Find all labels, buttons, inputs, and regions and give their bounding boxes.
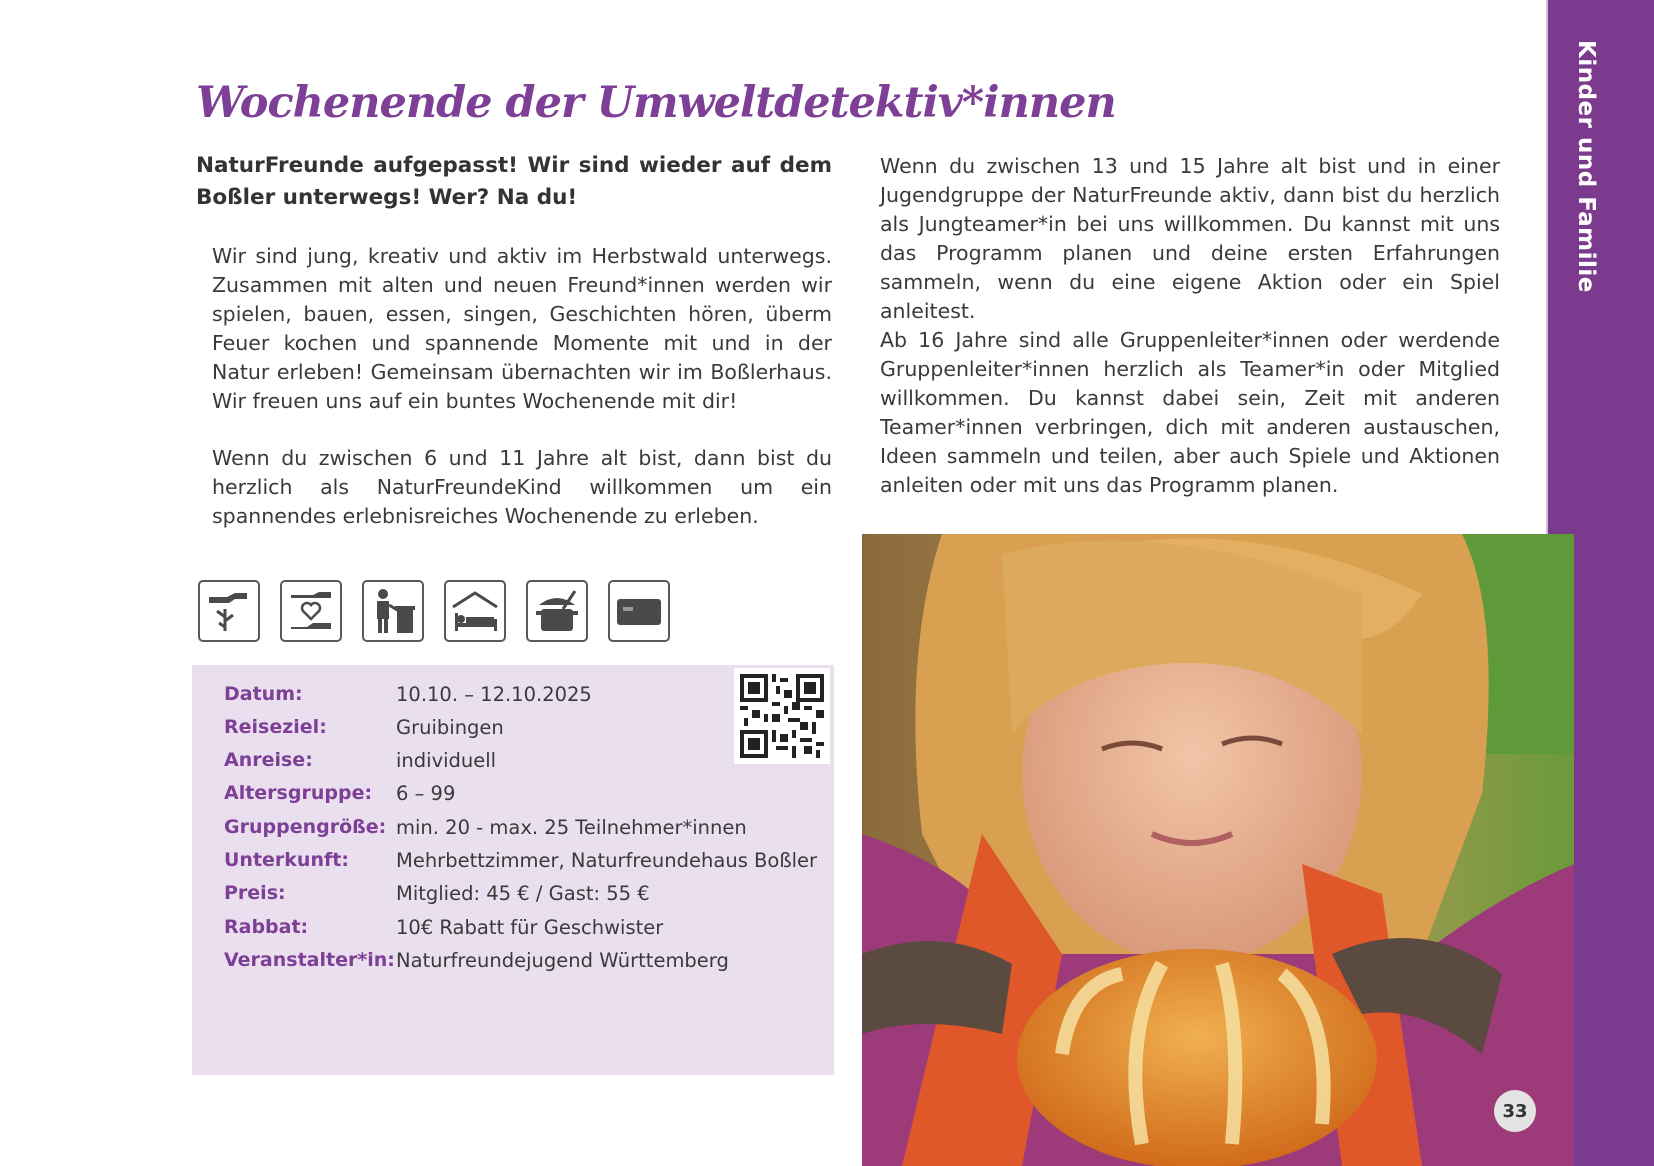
detail-value: 10€ Rabatt für Geschwister (396, 915, 664, 939)
detail-value: min. 20 - max. 25 Teilnehmer*innen (396, 815, 747, 839)
detail-row-unterkunft (224, 845, 817, 875)
qr-code[interactable] (734, 668, 830, 764)
detail-value: 6 – 99 (396, 781, 456, 805)
cooking-pot-icon (526, 580, 588, 642)
detail-value: 10.10. – 12.10.2025 (396, 682, 592, 706)
detail-label: Preis: (224, 882, 286, 904)
detail-row-gruppengroesse (224, 812, 747, 842)
detail-label: Veranstalter*in: (224, 949, 395, 971)
right-paragraph-1: Wenn du zwischen 13 und 15 Jahre alt bist und in einer Jugendgruppe der NaturFreunde aktiv, dann bist du herzlich als Jungteamer*in bei uns willkommen. Du kannst mit uns das Programm planen und deine ersten Erfahrungen sammeln, wenn du eine eigene Aktion oder ein Spiel anleitest. (880, 154, 1500, 323)
detail-row-datum (224, 679, 592, 709)
detail-label: Altersgruppe: (224, 782, 373, 804)
left-paragraph-1: Wir sind jung, kreativ und aktiv im Herbstwald unterwegs. Zusammen mit alten und neuen Freund*innen werden wir spielen, bauen, essen, singen, Geschichten hören, überm Feuer kochen und spannende Momente mit und in der Natur erleben! Gemeinsam übernachten wir im Boßlerhaus. Wir freuen uns auf ein buntes Wochenende mit dir! (212, 244, 832, 413)
hand-heart-icon (280, 580, 342, 642)
detail-value: Mitglied: 45 € / Gast: 55 € (396, 881, 650, 905)
detail-label: Rabbat: (224, 916, 309, 938)
activity-icons (198, 580, 670, 642)
detail-value: Gruibingen (396, 715, 504, 739)
detail-row-anreise (224, 745, 496, 775)
detail-row-rabatt (224, 912, 663, 942)
detail-label: Gruppengröße: (224, 816, 387, 838)
left-paragraph-2: Wenn du zwischen 6 und 11 Jahre alt bist, dann bist du herzlich als NaturFreundeKind willkommen um ein spannendes erlebnisreiches Wochenende zu erleben. (212, 446, 832, 528)
hand-plant-icon (198, 580, 260, 642)
detail-label: Anreise: (224, 749, 313, 771)
detail-label: Reiseziel: (224, 716, 327, 738)
detail-value: Mehrbettzimmer, Naturfreundehaus Boßler (396, 848, 818, 872)
detail-row-veranstalter (224, 945, 729, 975)
detail-label: Unterkunft: (224, 849, 349, 871)
child-with-pumpkin-photo (862, 534, 1574, 1166)
right-paragraph-2: Ab 16 Jahre sind alle Gruppenleiter*innen oder werdende Gruppenleiter*innen herzlich als Teamer*in oder Mitglied willkommen. Du kannst dabei sein, Zeit mit anderen Teamer*innen verbringen, dich mit anderen austauschen, Ideen sammeln und teilen, aber auch Spiele und Aktionen anleiten oder mit uns das Programm planen. (880, 328, 1500, 497)
card-icon (608, 580, 670, 642)
section-label: Kinder und Familie (1573, 40, 1599, 293)
detail-label: Datum: (224, 683, 303, 705)
house-bed-icon (444, 580, 506, 642)
detail-row-altersgruppe (224, 778, 455, 808)
page-title: Wochenende der Umweltdetektiv*innen (196, 78, 1116, 128)
person-recycling-icon (362, 580, 424, 642)
page-number: 33 (1494, 1090, 1536, 1132)
detail-row-reiseziel (224, 712, 504, 742)
detail-value: Naturfreundejugend Württemberg (396, 948, 729, 972)
detail-row-preis (224, 878, 650, 908)
intro-text: NaturFreunde aufgepasst! Wir sind wieder auf dem Boßler unterwegs! Wer? Na du! (196, 153, 832, 210)
detail-value: individuell (396, 748, 497, 772)
